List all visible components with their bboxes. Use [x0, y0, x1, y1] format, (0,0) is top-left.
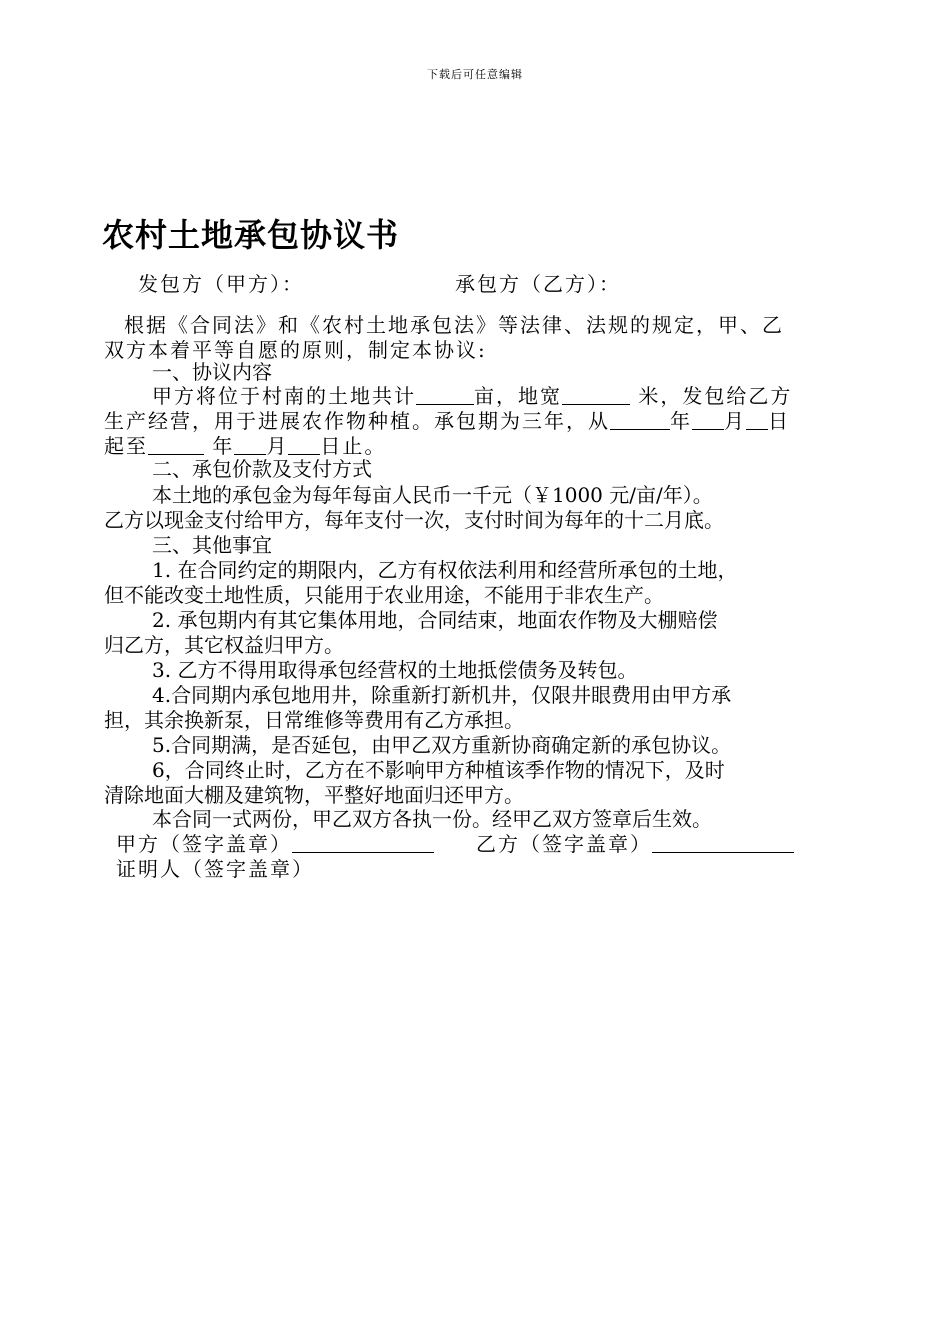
section-2-heading: 二、承包价款及支付方式 — [152, 457, 372, 481]
blank-start-day-field[interactable] — [746, 411, 768, 430]
item-2-line-1: 2. 承包期内有其它集体用地，合同结束，地面农作物及大棚赔偿 — [152, 608, 718, 632]
signature-party-b-line[interactable] — [652, 834, 794, 853]
item-6-line-2: 清除地面大棚及建筑物，平整好地面归还甲方。 — [104, 783, 524, 807]
item-3: 3. 乙方不得用取得承包经营权的土地抵偿债务及转包。 — [152, 658, 638, 682]
item-5: 5.合同期满，是否延包，由甲乙双方重新协商确定新的承包协议。 — [152, 733, 732, 757]
document-title: 农村土地承包协议书 — [102, 216, 400, 254]
text-segment: 日 — [768, 409, 790, 433]
party-b-label: 承包方（乙方）： — [455, 272, 621, 296]
signature-party-b-label: 乙方（签字盖章） — [476, 832, 652, 856]
party-a-label: 发包方（甲方）： — [138, 272, 304, 296]
blank-end-day-field[interactable] — [288, 436, 320, 455]
item-6-line-1: 6，合同终止时，乙方在不影响甲方种植该季作物的情况下，及时 — [152, 758, 725, 782]
blank-area-field[interactable] — [416, 386, 474, 405]
item-4-line-1: 4.合同期内承包地用井，除重新打新机井，仅限井眼费用由甲方承 — [152, 683, 732, 707]
section-2-line-1: 本土地的承包金为每年每亩人民币一千元（￥1000 元/亩/年）。 — [152, 483, 713, 507]
section-1-heading: 一、协议内容 — [152, 360, 272, 384]
section-1-line-1 — [152, 383, 792, 409]
item-1-line-2: 但不能改变土地性质，只能用于农业用途，不能用于非农生产。 — [104, 583, 664, 607]
blank-start-month-field[interactable] — [692, 411, 724, 430]
signature-party-a — [116, 831, 434, 857]
section-1-line-2 — [104, 408, 790, 434]
text-segment: 甲方将位于村南的土地共计 — [152, 384, 416, 408]
text-segment: 米，发包给乙方 — [630, 384, 793, 408]
text-segment: 日止。 — [320, 434, 387, 458]
item-4-line-2: 担，其余换新泵，日常维修等费用有乙方承担。 — [104, 708, 524, 732]
item-2-line-2: 归乙方，其它权益归甲方。 — [104, 633, 344, 657]
intro-line-2: 双方本着平等自愿的原则，制定本协议: — [104, 338, 487, 362]
signature-party-b — [476, 831, 794, 857]
text-segment: 生产经营，用于进展农作物种植。承包期为三年，从 — [104, 409, 610, 433]
text-segment: 起至 — [104, 434, 148, 458]
signature-party-a-line[interactable] — [292, 834, 434, 853]
section-3-heading: 三、其他事宜 — [152, 533, 272, 557]
signature-party-a-label: 甲方（签字盖章） — [116, 832, 292, 856]
blank-start-year-field[interactable] — [610, 411, 670, 430]
text-segment: 月 — [724, 409, 746, 433]
item-1-line-1: 1. 在合同约定的期限内，乙方有权依法利用和经营所承包的土地， — [152, 558, 738, 582]
intro-line-1: 根据《合同法》和《农村土地承包法》等法律、法规的规定，甲、乙 — [124, 313, 784, 337]
section-2-line-2: 乙方以现金支付给甲方，每年支付一次，支付时间为每年的十二月底。 — [104, 508, 724, 532]
text-segment: 月 — [266, 434, 289, 458]
blank-end-year-field[interactable] — [148, 436, 204, 455]
header-note: 下载后可任意编辑 — [427, 68, 523, 81]
witness-label: 证明人（签字盖章） — [116, 857, 314, 881]
blank-width-field[interactable] — [562, 386, 630, 405]
blank-end-month-field[interactable] — [234, 436, 266, 455]
closing-statement: 本合同一式两份，甲乙双方各执一份。经甲乙双方签章后生效。 — [152, 807, 712, 831]
text-segment: 年 — [204, 434, 235, 458]
text-segment: 年 — [670, 409, 692, 433]
text-segment: 亩，地宽 — [474, 384, 562, 408]
